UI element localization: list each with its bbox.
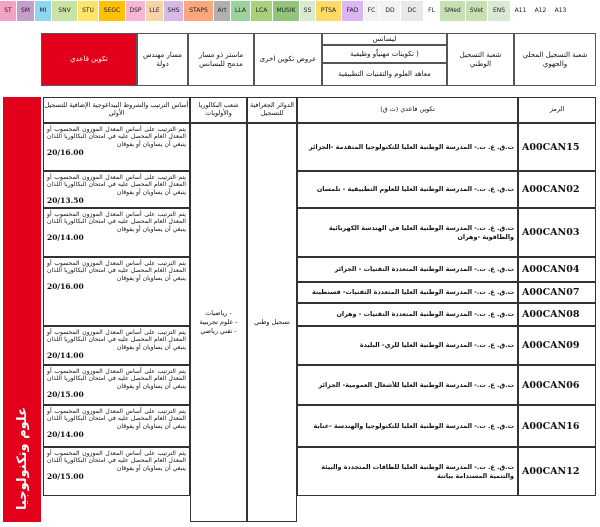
stream-tab-mi[interactable]: MI [35,1,52,21]
row-min-score: 20/15.00 [47,390,84,400]
row-min-score: 20/15.00 [47,472,84,482]
row-institution-name: ت.ق. ع. ت.- المدرسة الوطنية العليا المتعددة التقنيات- قسنطينة [297,282,518,303]
col-header-bac [190,97,247,123]
header-other [254,33,322,86]
row-min-score: 20/16.00 [47,282,84,292]
side-domain-band [3,97,41,522]
bac-stream-math: - رياضيات [205,309,232,318]
row-code: A00CAN02 [518,171,596,208]
header-licence-sub [322,45,447,63]
row-code: A00CAN15 [518,123,596,171]
row-institution-name: ت.ق. ع. ت.- المدرسة الوطنية المتعددة التقنيات - الجزائر [297,257,518,282]
row-institution-name: ت.ق. ع. ت.- المدرسة الوطنية العليا في الهندسة الكهربائية والطاقوية -وهران [297,208,518,257]
row-criteria-text: يتم الترتيب على أساس المعدل الموزون المحسوب أو المعدل العام المحصل عليه في امتحان البكالوريا اللذان ينبغي أن يساويان أو يفوقان [47,260,186,282]
stream-tab-a11[interactable]: A11 [511,1,531,21]
row-code: A00CAN04 [518,257,596,282]
bac-streams-cell [190,123,247,522]
row-institution-name: ت.ق. ع. ت.- المدرسة الوطنية العليا للتكنولوجيا المتقدمة -الجزائر [297,123,518,171]
stream-tab-fl[interactable]: FL [424,1,440,21]
region-cell [247,123,297,522]
header-national [447,33,514,86]
header-institutes-label: معاهد العلوم والتقنيات التطبيقية [338,70,431,79]
col-header-code-label: الرمز [549,105,565,114]
stream-tab-lla[interactable]: LLA [231,1,251,21]
col-header-training-label: تكوين قاعدي (ت ق) [380,105,435,114]
row-institution-name: ت.ق. ع. ت.- المدرسة الوطنية العليا للري- البليدة [297,326,518,365]
stream-tab-a12[interactable]: A12 [531,1,551,21]
row-criteria-text: يتم الترتيب على أساس المعدل الموزون المحسوب أو المعدل العام المحصل عليه في امتحان البكالوريا اللذان ينبغي أن يساويان أو يفوقان [47,211,186,233]
row-code: A00CAN08 [518,303,596,326]
header-institutes [322,63,447,86]
row-min-score: 20/14.00 [47,430,84,440]
bac-stream-science: - علوم تجريبية [199,318,238,327]
row-min-score: 20/13.50 [47,196,84,206]
row-institution-name: ت.ق. ع. ت.- المدرسة الوطنية العليا للأشغال العمومية- الجزائر [297,365,518,405]
bac-streams-list [199,309,237,336]
row-institution-name: ت.ق. ع. ت.- المدرسة الوطنية العليا للعلوم التطبيقية - تلمسان [297,171,518,208]
col-header-criteria-label: أساس الترتيب والشروط البيداغوجية الإضافية للتسجيل الأولي [44,101,189,117]
header-licence-sub-label: تكوينات مهنياًو وظيفية ) [350,49,419,58]
stream-tab-smed[interactable]: SMed [440,1,466,21]
header-local-label: شعبة التسجيل المحلي والجهوي [522,50,588,68]
row-code: A00CAN16 [518,405,596,447]
col-header-region-label: الدوائر الجغرافية للتسجيل [250,101,294,117]
header-licence-label: ليسانس [372,34,397,43]
header-master [188,33,254,86]
header-basic-training [41,33,137,86]
stream-tab-snv[interactable]: SNV [52,1,78,21]
row-criteria [43,208,190,257]
row-code: A00CAN06 [518,365,596,405]
stream-tab-ens[interactable]: ENS [488,1,511,21]
row-criteria-text: يتم الترتيب على أساس المعدل الموزون المحسوب أو المعدل العام المحصل عليه في امتحان البكالوريا اللذان ينبغي أن يساويان أو يفوقان [47,329,186,351]
row-criteria [43,257,190,326]
row-criteria [43,326,190,365]
header-licence-title [322,33,447,45]
row-institution-name: ت.ق. ع. ت.- المدرسة الوطنية المتعددة التقنيات - وهران [297,303,518,326]
header-basic-label: تكوين قاعدي [70,55,108,64]
row-criteria [43,123,190,171]
stream-tab-staps[interactable]: STAPS [184,1,214,21]
header-engineer [137,33,188,86]
col-header-bac-label: شعب البكالوريا والأولويات [198,101,239,117]
row-min-score: 20/14.00 [47,351,84,361]
row-criteria [43,365,190,405]
col-header-region [247,97,297,123]
header-engineer-label: مسار مهندس دولة [142,50,183,68]
stream-tab-svet[interactable]: SVet [466,1,488,21]
row-min-score: 20/16.00 [47,148,84,158]
header-local [514,33,596,86]
row-min-score: 20/14.00 [47,233,84,243]
row-code: A00CAN09 [518,326,596,365]
stream-tab-dc[interactable]: DC [401,1,424,21]
col-header-criteria [43,97,190,123]
row-criteria-text: يتم الترتيب على أساس المعدل الموزون المحسوب أو المعدل العام المحصل عليه في امتحان البكالوريا اللذان ينبغي أن يساويان أو يفوقان [47,408,186,430]
row-institution-name: ت.ق. ع. ت.- المدرسة الوطنية العليا للتكنولوجيا والهندسة -عنابة [297,405,518,447]
row-criteria-text: يتم الترتيب على أساس المعدل الموزون المحسوب أو المعدل العام المحصل عليه في امتحان البكالوريا اللذان ينبغي أن يساويان أو يفوقان [47,174,186,196]
stream-tab-fad[interactable]: FAD [342,1,364,21]
stream-tab-ptsa[interactable]: PTSA [316,1,342,21]
stream-tab-art[interactable]: Art [214,1,231,21]
header-master-label: ماستر ذو مسار مدمج للبسانس [198,50,244,68]
row-criteria-text: يتم الترتيب على أساس المعدل الموزون المحسوب أو المعدل العام المحصل عليه في امتحان البكالوريا اللذان ينبغي أن يساويان أو يفوقان [47,368,186,390]
stream-tab-st[interactable]: ST [0,1,17,21]
row-criteria [43,405,190,447]
row-criteria [43,171,190,208]
stream-tab-fc[interactable]: FC [364,1,380,21]
stream-tab-lle[interactable]: LLE [146,1,164,21]
row-institution-name: ت.ق. ع. ت.- المدرسة الوطنية العليا للطاقات المتجددة والبيئة والتنمية المستدامة بباتنة [297,447,518,496]
side-domain-label: علوم وتكنولوجيا [14,407,30,510]
stream-tab-lca[interactable]: LCA [251,1,273,21]
stream-tab-sm[interactable]: SM [17,1,35,21]
stream-tab-dsp[interactable]: DSP [126,1,146,21]
region-value: تسجيل وطني [254,318,290,327]
stream-tab-bar [0,0,600,22]
col-header-training [297,97,518,123]
stream-tab-a13[interactable]: A13 [551,1,571,21]
row-code: A00CAN07 [518,282,596,303]
row-criteria [43,447,190,496]
stream-tab-shs[interactable]: SHS [164,1,184,21]
programs-table [43,97,596,522]
bac-stream-tech: - تقني رياضي [200,326,237,335]
stream-tab-ss[interactable]: SS [300,1,316,21]
stream-tab-segc[interactable]: SEGC [99,1,126,21]
row-code: A00CAN03 [518,208,596,257]
col-header-code [518,97,596,123]
row-code: A00CAN12 [518,447,596,496]
header-national-label: شعبة التسجيل الوطني [459,50,502,68]
stream-tab-musik[interactable]: MUSIK [273,1,300,21]
row-criteria-text: يتم الترتيب على أساس المعدل الموزون المحسوب أو المعدل العام المحصل عليه في امتحان البكالوريا اللذان ينبغي أن يساويان أو يفوقان [47,450,186,472]
stream-tab-stu[interactable]: STU [78,1,99,21]
row-criteria-text: يتم الترتيب على أساس المعدل الموزون المحسوب أو المعدل العام المحصل عليه في امتحان البكالوريا اللذان ينبغي أن يساويان أو يفوقان [47,126,186,148]
header-other-label: عروض تكوين اخرى [259,55,317,64]
stream-tab-dd[interactable]: DD [380,1,401,21]
